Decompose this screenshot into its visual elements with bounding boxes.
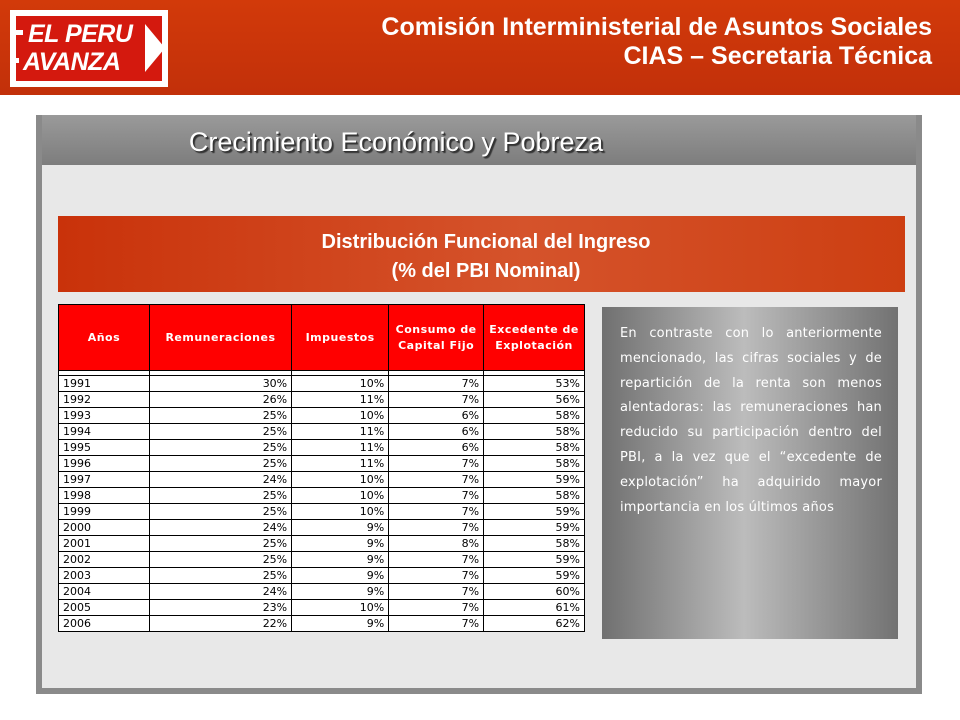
cell-year: 1991 xyxy=(59,376,150,392)
cell-consumo-capital: 6% xyxy=(389,408,484,424)
cell-impuestos: 11% xyxy=(292,456,389,472)
cell-year: 1997 xyxy=(59,472,150,488)
panel-frame xyxy=(36,115,42,694)
cell-year: 2003 xyxy=(59,568,150,584)
column-header-remuneraciones: Remuneraciones xyxy=(149,305,291,371)
cell-impuestos: 10% xyxy=(292,488,389,504)
cell-impuestos: 10% xyxy=(292,504,389,520)
logo-stripe xyxy=(16,58,19,63)
subtitle-line2: (% del PBI Nominal) xyxy=(391,260,581,282)
table-row xyxy=(59,472,585,488)
table-row xyxy=(59,488,585,504)
column-header-impuestos: Impuestos xyxy=(292,305,389,371)
cell-consumo-capital: 7% xyxy=(389,616,484,632)
cell-consumo-capital: 7% xyxy=(389,456,484,472)
cell-remuneraciones: 25% xyxy=(149,440,291,456)
logo-text-line2: AVANZA xyxy=(23,48,121,76)
cell-remuneraciones: 25% xyxy=(149,408,291,424)
cell-remuneraciones: 30% xyxy=(149,376,291,392)
cell-excedente: 58% xyxy=(484,440,585,456)
cell-year: 1995 xyxy=(59,440,150,456)
logo-badge xyxy=(16,16,162,81)
cell-impuestos: 9% xyxy=(292,568,389,584)
cell-remuneraciones: 25% xyxy=(149,424,291,440)
table-row xyxy=(59,424,585,440)
table-row xyxy=(59,440,585,456)
column-header-years: Años xyxy=(59,305,150,371)
section-title: Crecimiento Económico y Pobreza xyxy=(188,127,604,157)
cell-year: 2005 xyxy=(59,600,150,616)
cell-consumo-capital: 7% xyxy=(389,568,484,584)
cell-excedente: 60% xyxy=(484,584,585,600)
cell-consumo-capital: 7% xyxy=(389,584,484,600)
cell-excedente: 56% xyxy=(484,392,585,408)
cell-remuneraciones: 24% xyxy=(149,520,291,536)
table-row xyxy=(59,376,585,392)
commentary-text: En contraste con lo anteriormente mencionado, las cifras sociales y de repartición de la renta son menos alentadoras: las remuneraciones han reducido su participación dentro del PBI, a la vez que el “excedente de explotación” ha adquirido mayor importancia en los últimos años xyxy=(620,326,882,515)
cell-remuneraciones: 25% xyxy=(149,552,291,568)
cell-impuestos: 9% xyxy=(292,536,389,552)
cell-consumo-capital: 7% xyxy=(389,520,484,536)
table-row xyxy=(59,568,585,584)
cell-year: 2002 xyxy=(59,552,150,568)
subtitle-line1: Distribución Funcional del Ingreso xyxy=(321,231,651,253)
cell-excedente: 59% xyxy=(484,520,585,536)
cell-excedente: 58% xyxy=(484,536,585,552)
column-header-excedente: Excedente de Explotación xyxy=(484,305,585,371)
cell-year: 2004 xyxy=(59,584,150,600)
cell-year: 1999 xyxy=(59,504,150,520)
cell-remuneraciones: 23% xyxy=(149,600,291,616)
cell-impuestos: 9% xyxy=(292,552,389,568)
table-row xyxy=(59,392,585,408)
cell-excedente: 59% xyxy=(484,568,585,584)
cell-remuneraciones: 26% xyxy=(149,392,291,408)
cell-excedente: 58% xyxy=(484,488,585,504)
header-title-line1: Comisión Interministerial de Asuntos Sociales xyxy=(381,13,932,41)
cell-consumo-capital: 6% xyxy=(389,440,484,456)
cell-remuneraciones: 25% xyxy=(149,536,291,552)
arrow-icon xyxy=(145,24,165,72)
table-row xyxy=(59,408,585,424)
cell-consumo-capital: 8% xyxy=(389,536,484,552)
cell-impuestos: 9% xyxy=(292,520,389,536)
panel-frame xyxy=(916,115,922,694)
cell-year: 1992 xyxy=(59,392,150,408)
table-row xyxy=(59,520,585,536)
table-body xyxy=(59,371,585,632)
cell-consumo-capital: 7% xyxy=(389,552,484,568)
logo-stripe xyxy=(16,30,23,35)
cell-excedente: 62% xyxy=(484,616,585,632)
cell-excedente: 58% xyxy=(484,456,585,472)
table-row xyxy=(59,536,585,552)
cell-year: 1994 xyxy=(59,424,150,440)
cell-impuestos: 9% xyxy=(292,584,389,600)
cell-consumo-capital: 7% xyxy=(389,600,484,616)
cell-impuestos: 9% xyxy=(292,616,389,632)
cell-year: 2000 xyxy=(59,520,150,536)
cell-remuneraciones: 25% xyxy=(149,456,291,472)
table-row xyxy=(59,456,585,472)
commentary-box xyxy=(602,307,898,639)
panel-frame xyxy=(36,688,922,694)
cell-remuneraciones: 24% xyxy=(149,472,291,488)
cell-year: 1996 xyxy=(59,456,150,472)
header-bar xyxy=(0,0,960,95)
cell-consumo-capital: 7% xyxy=(389,472,484,488)
cell-remuneraciones: 24% xyxy=(149,584,291,600)
table-header-row xyxy=(59,305,585,371)
cell-year: 1998 xyxy=(59,488,150,504)
cell-excedente: 59% xyxy=(484,472,585,488)
cell-remuneraciones: 25% xyxy=(149,568,291,584)
cell-remuneraciones: 25% xyxy=(149,504,291,520)
cell-consumo-capital: 7% xyxy=(389,488,484,504)
subtitle-text xyxy=(58,228,914,286)
el-peru-avanza-logo xyxy=(10,10,168,87)
cell-impuestos: 10% xyxy=(292,376,389,392)
cell-consumo-capital: 7% xyxy=(389,376,484,392)
header-title xyxy=(381,13,932,71)
cell-consumo-capital: 7% xyxy=(389,504,484,520)
cell-remuneraciones: 22% xyxy=(149,616,291,632)
cell-year: 2006 xyxy=(59,616,150,632)
cell-excedente: 59% xyxy=(484,552,585,568)
cell-impuestos: 10% xyxy=(292,472,389,488)
cell-year: 2001 xyxy=(59,536,150,552)
cell-impuestos: 11% xyxy=(292,440,389,456)
cell-excedente: 58% xyxy=(484,424,585,440)
income-distribution-table xyxy=(58,304,585,632)
cell-excedente: 59% xyxy=(484,504,585,520)
header-title-line2: CIAS – Secretaria Técnica xyxy=(623,42,932,70)
cell-impuestos: 10% xyxy=(292,600,389,616)
cell-year: 1993 xyxy=(59,408,150,424)
cell-impuestos: 11% xyxy=(292,424,389,440)
table-row xyxy=(59,552,585,568)
table-row xyxy=(59,600,585,616)
subtitle-banner xyxy=(58,216,905,292)
cell-consumo-capital: 6% xyxy=(389,424,484,440)
cell-excedente: 58% xyxy=(484,408,585,424)
table-row xyxy=(59,616,585,632)
table-row xyxy=(59,584,585,600)
cell-excedente: 61% xyxy=(484,600,585,616)
cell-excedente: 53% xyxy=(484,376,585,392)
cell-impuestos: 11% xyxy=(292,392,389,408)
cell-consumo-capital: 7% xyxy=(389,392,484,408)
cell-remuneraciones: 25% xyxy=(149,488,291,504)
table-row xyxy=(59,504,585,520)
column-header-consumo-capital: Consumo de Capital Fijo xyxy=(389,305,484,371)
logo-text-line1: EL PERU xyxy=(28,20,133,48)
cell-impuestos: 10% xyxy=(292,408,389,424)
